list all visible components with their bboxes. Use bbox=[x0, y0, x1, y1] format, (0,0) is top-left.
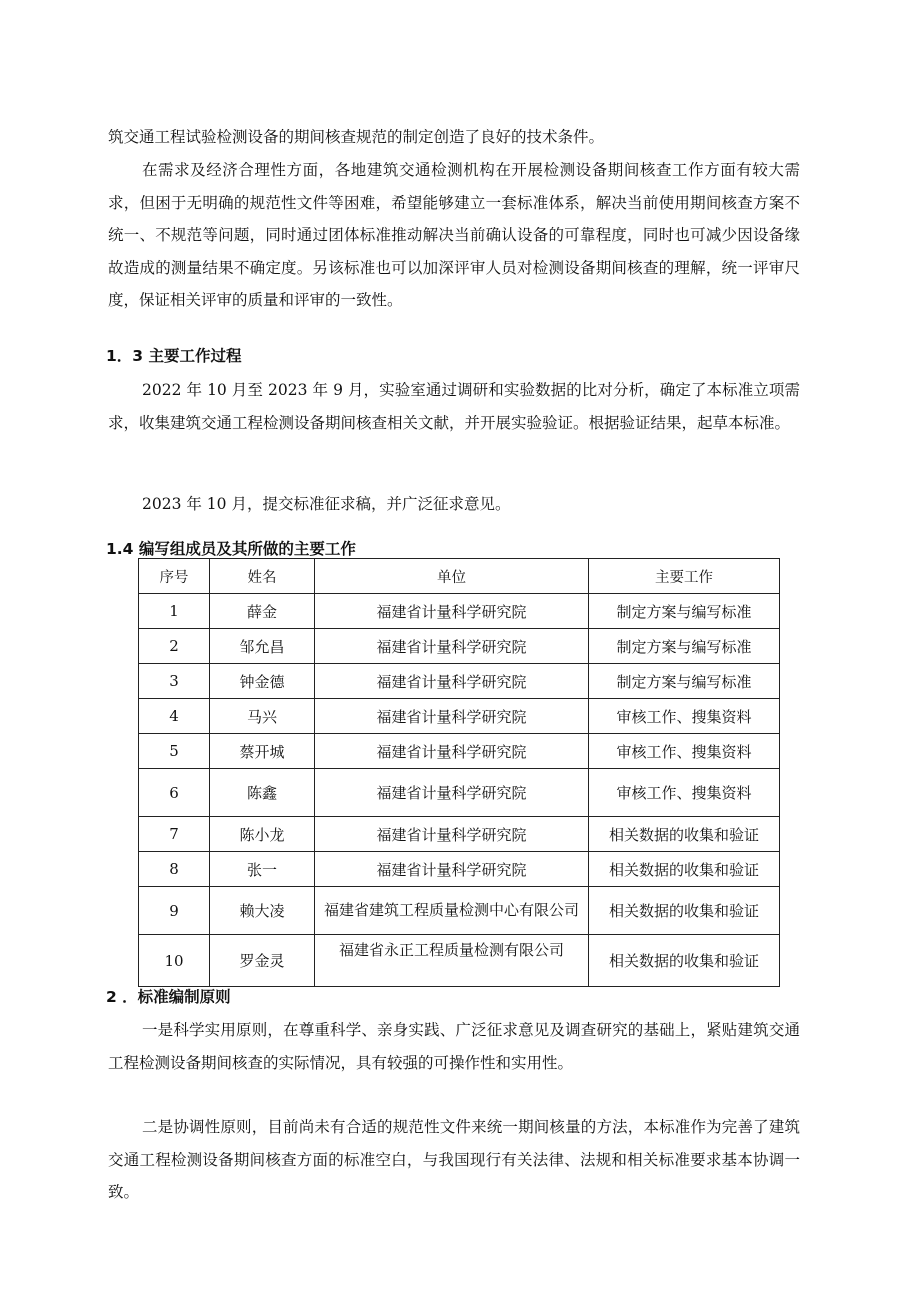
table-row bbox=[139, 699, 780, 734]
intro-paragraph-tail: 筑交通工程试验检测设备的期间核查规范的制定创造了良好的技术条件。 bbox=[108, 128, 605, 146]
cell-unit: 福建省计量科学研究院 bbox=[315, 769, 589, 817]
cell-name: 蔡开城 bbox=[210, 734, 315, 769]
section-1-3-heading: 1．3 主要工作过程 bbox=[106, 347, 242, 365]
table-row bbox=[139, 887, 780, 935]
table-row bbox=[139, 629, 780, 664]
section-2-paragraph-1: 一是科学实用原则，在尊重科学、亲身实践、广泛征求意见及调查研究的基础上，紧贴建筑交通工程检测设备期间核查的实际情况，具有较强的可操作性和实用性。 bbox=[108, 1021, 800, 1072]
cell-index: 8 bbox=[139, 852, 210, 887]
cell-work: 相关数据的收集和验证 bbox=[589, 887, 780, 935]
cell-name: 薛金 bbox=[210, 594, 315, 629]
cell-unit: 福建省计量科学研究院 bbox=[315, 817, 589, 852]
section-2-paragraph-2: 二是协调性原则，目前尚未有合适的规范性文件来统一期间核量的方法，本标准作为完善了建筑交通工程检测设备期间核查方面的标准空白，与我国现行有关法律、法规和相关标准要求基本协调一致。 bbox=[108, 1118, 800, 1201]
table-row bbox=[139, 734, 780, 769]
header-index: 序号 bbox=[139, 559, 210, 594]
cell-work: 制定方案与编写标准 bbox=[589, 594, 780, 629]
cell-work: 相关数据的收集和验证 bbox=[589, 852, 780, 887]
cell-name: 钟金德 bbox=[210, 664, 315, 699]
cell-unit: 福建省永正工程质量检测有限公司 bbox=[315, 935, 589, 987]
cell-index: 4 bbox=[139, 699, 210, 734]
cell-index: 1 bbox=[139, 594, 210, 629]
cell-index: 9 bbox=[139, 887, 210, 935]
cell-unit: 福建省计量科学研究院 bbox=[315, 664, 589, 699]
cell-name: 陈鑫 bbox=[210, 769, 315, 817]
section-1-3-paragraph-1: 2022 年 10 月至 2023 年 9 月，实验室通过调研和实验数据的比对分析，确定了本标准立项需求，收集建筑交通工程检测设备期间核查相关文献，并开展实验验证。根据验证结果，起草本标准。 bbox=[108, 381, 800, 432]
header-name: 姓名 bbox=[210, 559, 315, 594]
cell-unit: 福建省建筑工程质量检测中心有限公司 bbox=[315, 887, 589, 935]
members-table bbox=[138, 558, 780, 987]
intro-paragraph-demand: 在需求及经济合理性方面，各地建筑交通检测机构在开展检测设备期间核查工作方面有较大需求，但困于无明确的规范性文件等困难，希望能够建立一套标准体系，解决当前使用期间核查方案不统一、不规范等问题，同时通过团体标准推动解决当前确认设备的可靠程度，同时也可减少因设备缘故造成的测量结果不确定度。另该标准也可以加深评审人员对检测设备期间核查的理解，统一评审尺度，保证相关评审的质量和评审的一致性。 bbox=[108, 161, 800, 309]
header-unit: 单位 bbox=[315, 559, 589, 594]
cell-work: 相关数据的收集和验证 bbox=[589, 817, 780, 852]
cell-name: 赖大凌 bbox=[210, 887, 315, 935]
table-row bbox=[139, 852, 780, 887]
table-row bbox=[139, 594, 780, 629]
cell-work: 相关数据的收集和验证 bbox=[589, 935, 780, 987]
cell-index: 10 bbox=[139, 935, 210, 987]
cell-unit: 福建省计量科学研究院 bbox=[315, 734, 589, 769]
cell-unit: 福建省计量科学研究院 bbox=[315, 594, 589, 629]
cell-work: 制定方案与编写标准 bbox=[589, 664, 780, 699]
cell-index: 3 bbox=[139, 664, 210, 699]
header-work: 主要工作 bbox=[589, 559, 780, 594]
cell-index: 5 bbox=[139, 734, 210, 769]
cell-work: 审核工作、搜集资料 bbox=[589, 699, 780, 734]
cell-index: 7 bbox=[139, 817, 210, 852]
section-2-heading: 2 ．标准编制原则 bbox=[106, 988, 231, 1006]
cell-unit: 福建省计量科学研究院 bbox=[315, 629, 589, 664]
cell-name: 马兴 bbox=[210, 699, 315, 734]
cell-index: 2 bbox=[139, 629, 210, 664]
cell-work: 制定方案与编写标准 bbox=[589, 629, 780, 664]
cell-index: 6 bbox=[139, 769, 210, 817]
table-row bbox=[139, 935, 780, 987]
table-row bbox=[139, 664, 780, 699]
table-row bbox=[139, 769, 780, 817]
cell-name: 罗金灵 bbox=[210, 935, 315, 987]
table-row bbox=[139, 817, 780, 852]
cell-name: 张一 bbox=[210, 852, 315, 887]
cell-unit: 福建省计量科学研究院 bbox=[315, 852, 589, 887]
cell-work: 审核工作、搜集资料 bbox=[589, 734, 780, 769]
cell-name: 陈小龙 bbox=[210, 817, 315, 852]
cell-unit: 福建省计量科学研究院 bbox=[315, 699, 589, 734]
section-1-3-paragraph-2: 2023 年 10 月，提交标准征求稿，并广泛征求意见。 bbox=[142, 495, 511, 513]
cell-work: 审核工作、搜集资料 bbox=[589, 769, 780, 817]
cell-name: 邹允昌 bbox=[210, 629, 315, 664]
section-1-4-heading: 1.4 编写组成员及其所做的主要工作 bbox=[106, 540, 356, 558]
table-header-row bbox=[139, 559, 780, 594]
